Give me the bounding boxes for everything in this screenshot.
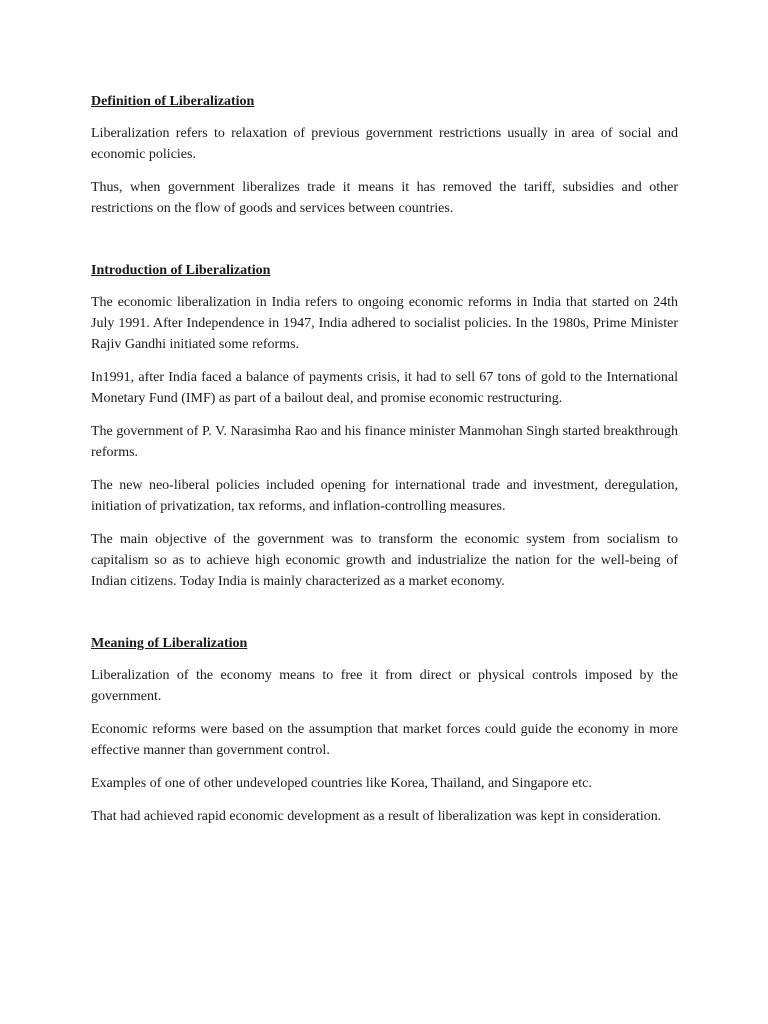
document-page: [91, 92, 678, 839]
section-heading: Definition of Liberalization: [91, 94, 255, 109]
paragraph: The government of P. V. Narasimha Rao and his finance minister Manmohan Singh started breakthrough reforms.: [91, 424, 678, 460]
paragraph: The new neo-liberal policies included opening for international trade and investment, deregulation, initiation of privatization, tax reforms, and inflation-controlling measures.: [91, 478, 678, 514]
paragraph: The main objective of the government was to transform the economic system from socialism to capitalism so as to achieve high economic growth and industrialize the nation for the well-being of Indian citizens. Today India is mainly characterized as a market economy.: [91, 532, 678, 589]
paragraph: The economic liberalization in India refers to ongoing economic reforms in India that started on 24th July 1991. After Independence in 1947, India adhered to socialist policies. In the 1980s, Prime Minister Rajiv Gandhi initiated some reforms.: [91, 295, 678, 352]
paragraph: Thus, when government liberalizes trade it means it has removed the tariff, subsidies and other restrictions on the flow of goods and services between countries.: [91, 180, 678, 216]
section-heading: Introduction of Liberalization: [91, 263, 271, 278]
paragraph: In1991, after India faced a balance of payments crisis, it had to sell 67 tons of gold to the International Monetary Fund (IMF) as part of a bailout deal, and promise economic restructuring.: [91, 370, 678, 406]
paragraph: Liberalization refers to relaxation of previous government restrictions usually in area of social and economic policies.: [91, 126, 678, 162]
paragraph: That had achieved rapid economic development as a result of liberalization was kept in consideration.: [91, 809, 662, 824]
section-spacer: [91, 604, 678, 634]
section-heading: Meaning of Liberalization: [91, 636, 248, 651]
section-introduction: [91, 261, 678, 592]
paragraph: Economic reforms were based on the assumption that market forces could guide the economy in more effective manner than government control.: [91, 722, 678, 758]
paragraph: Examples of one of other undeveloped countries like Korea, Thailand, and Singapore etc.: [91, 776, 592, 791]
paragraph: Liberalization of the economy means to free it from direct or physical controls imposed by the government.: [91, 668, 678, 704]
section-meaning: [91, 634, 678, 827]
section-definition: [91, 92, 678, 219]
section-spacer: [91, 231, 678, 261]
